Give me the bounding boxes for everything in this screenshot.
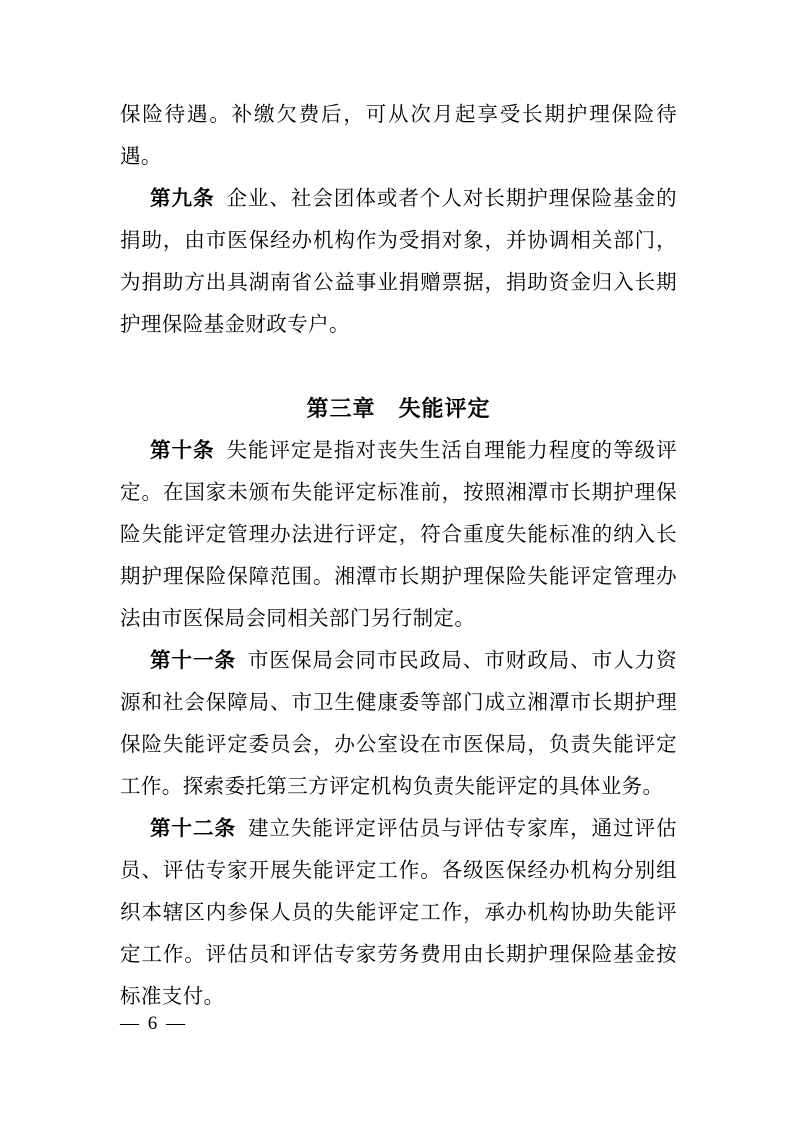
article-11-label: 第十一条: [150, 650, 236, 672]
article-10-text: 失能评定是指对丧失生活自理能力程度的等级评定。在国家未颁布失能评定标准前，按照湘潭市长期护理保险失能评定管理办法进行评定，符合重度失能标准的纳入长期护理保险保障范围。湘潭市长期护理保险失能评定管理办法由市医保局会同相关部门另行制定。: [120, 440, 677, 630]
article-9-text: 企业、社会团体或者个人对长期护理保险基金的捐助，由市医保经办机构作为受捐对象，并协调相关部门，为捐助方出具湖南省公益事业捐赠票据，捐助资金归入长期护理保险基金财政专户。: [120, 188, 677, 336]
article-11-text: 市医保局会同市民政局、市财政局、市人力资源和社会保障局、市卫生健康委等部门成立湘潭市长期护理保险失能评定委员会，办公室设在市医保局，负责失能评定工作。探索委托第三方评定机构负责失能评定的具体业务。: [120, 650, 677, 798]
paragraph-article-12: [120, 808, 677, 1018]
paragraph-article-11: [120, 640, 677, 808]
paragraph-continuation: 保险待遇。补缴欠费后，可从次月起享受长期护理保险待遇。: [120, 104, 677, 168]
page-number: — 6 —: [120, 1013, 187, 1034]
paragraph-article-9: [120, 178, 677, 346]
chapter-heading: 第三章 失能评定: [306, 396, 491, 421]
paragraph-article-10: [120, 430, 677, 640]
article-10-label: 第十条: [150, 440, 215, 462]
document-body: [120, 94, 677, 1018]
article-9-label: 第九条: [150, 188, 215, 210]
article-12-label: 第十二条: [150, 818, 236, 840]
article-12-text: 建立失能评定评估员与评估专家库，通过评估员、评估专家开展失能评定工作。各级医保经办机构分别组织本辖区内参保人员的失能评定工作，承办机构协助失能评定工作。评估员和评估专家劳务费用由长期护理保险基金按标准支付。: [120, 818, 677, 1008]
